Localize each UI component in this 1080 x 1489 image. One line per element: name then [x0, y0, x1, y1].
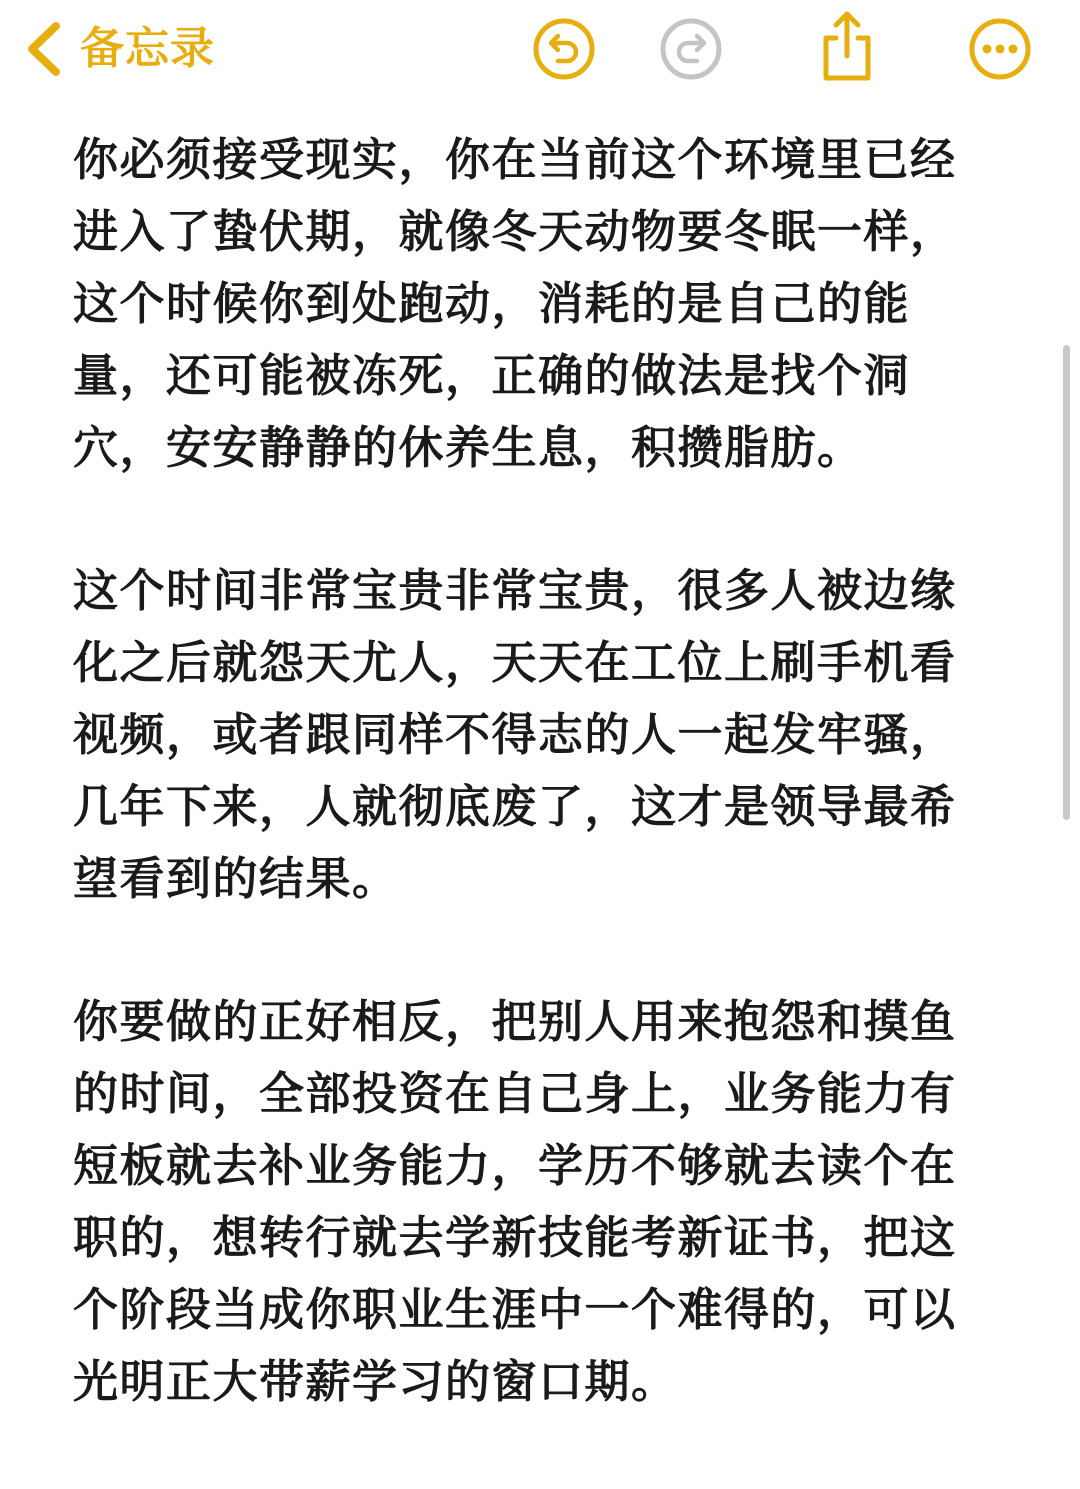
share-button[interactable] — [814, 8, 880, 84]
undo-icon — [531, 16, 597, 82]
redo-icon — [658, 16, 724, 82]
scrollbar[interactable] — [1063, 345, 1070, 820]
undo-button[interactable] — [531, 16, 597, 82]
note-paragraph: 你必须接受现实，你在当前这个环境里已经进入了蛰伏期，就像冬天动物要冬眠一样，这个时候你到处跑动，消耗的是自己的能量，还可能被冻死，正确的做法是找个洞穴，安安静静的休养生息，积攒脂肪。 — [73, 133, 957, 474]
more-button[interactable] — [967, 16, 1033, 82]
back-label: 备忘录 — [80, 23, 215, 74]
redo-button[interactable] — [658, 16, 724, 82]
chevron-left-icon — [20, 18, 68, 80]
note-toolbar — [0, 0, 1080, 100]
more-icon — [967, 16, 1033, 82]
note-body[interactable] — [73, 124, 985, 1489]
note-paragraph: 你要做的正好相反，把别人用来抱怨和摸鱼的时间，全部投资在自己身上，业务能力有短板就去补业务能力，学历不够就去读个在职的，想转行就去学新技能考新证书，把这个阶段当成你职业生涯中一个难得的，可以光明正大带薪学习的窗口期。 — [73, 995, 957, 1408]
share-icon — [814, 8, 880, 84]
back-button[interactable] — [20, 14, 215, 84]
note-paragraph: 这个时间非常宝贵非常宝贵，很多人被边缘化之后就怨天尤人，天天在工位上刷手机看视频，或者跟同样不得志的人一起发牢骚，几年下来，人就彻底废了，这才是领导最希望看到的结果。 — [73, 564, 957, 905]
